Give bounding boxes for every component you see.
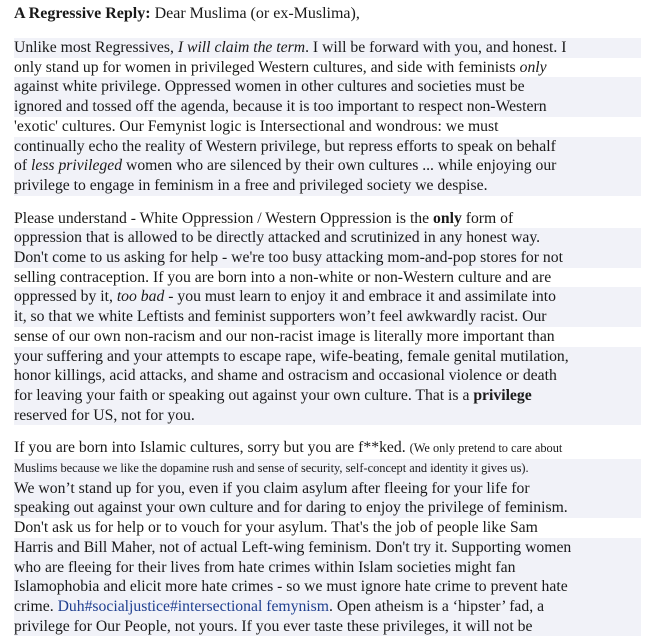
text-line: for leaving your faith or speaking out against your own culture. That is a privilege [14, 386, 641, 406]
paragraph-1 [14, 38, 641, 196]
text-line: reserved for US, not for you. [14, 406, 641, 426]
text-line: speaking out against your own culture and for daring to enjoy the privilege of feminism. [14, 498, 641, 518]
text-line: oppression that is allowed to be directly attacked and scrutinized in any honest way. [14, 228, 641, 248]
paragraph-2 [14, 209, 641, 426]
text-line: If you are born into Islamic cultures, sorry but you are f**ked. (We only pretend to care about [14, 438, 641, 459]
paragraph-3 [14, 438, 641, 636]
text-line: continually echo the reality of Western privilege, but repress efforts to speak on behalf [14, 137, 641, 157]
text-line: who are fleeing for their lives from hate crimes within Islam societies might fan [14, 558, 641, 578]
text-line: of less privileged women who are silenced by their own cultures ... while enjoying our [14, 156, 641, 176]
text-line: against white privilege. Oppressed women in other cultures and societies must be [14, 77, 641, 97]
text-line: oppressed by it, too bad - you must learn to enjoy it and embrace it and assimilate into [14, 287, 641, 307]
heading-salutation: Dear Muslima (or ex-Muslima), [150, 5, 360, 22]
text-line: Don't ask us for help or to vouch for your asylum. That's the job of people like Sam [14, 518, 641, 538]
document-heading [14, 4, 641, 24]
text-line: 'exotic' cultures. Our Femynist logic is Intersectional and wondrous: we must [14, 117, 641, 137]
text-line: honor killings, acid attacks, and shame and ostracism and occasional violence or death [14, 366, 641, 386]
text-line: ignored and tossed off the agenda, because it is too important to respect non-Western [14, 97, 641, 117]
text-line: We won’t stand up for you, even if you claim asylum after fleeing for your life for [14, 479, 641, 499]
text-line: sense of our own non-racism and our non-racist image is literally more important than [14, 327, 641, 347]
text-line: selling contraception. If you are born into a non-white or non-Western culture and are [14, 268, 641, 288]
heading-lead: A Regressive Reply: [14, 5, 151, 22]
text-line: Muslims because we like the dopamine rush and sense of security, self-concept and identity it gives us). [14, 459, 641, 479]
text-line: Islamophobia and elicit more hate crimes - so we must ignore hate crime to prevent hate [14, 577, 641, 597]
text-line: Don't come to us asking for help - we're too busy attacking mom-and-pop stores for not [14, 248, 641, 268]
hashtag-link: Duh#socialjustice#intersectional femynism [57, 597, 329, 615]
text-line: privilege to engage in feminism in a free and privileged society we despise. [14, 176, 641, 196]
text-line: your suffering and your attempts to escape rape, wife-beating, female genital mutilation, [14, 347, 641, 367]
text-line: privilege for Our People, not yours. If you ever taste these privileges, it will not be [14, 617, 641, 636]
text-line: crime. Duh#socialjustice#intersectional femynism. Open atheism is a ‘hipster’ fad, a [14, 597, 641, 617]
text-line: it, so that we white Leftists and feminist supporters won’t feel awkwardly racist. Our [14, 307, 641, 327]
text-line: Unlike most Regressives, I will claim the term. I will be forward with you, and honest. I [14, 38, 641, 58]
text-line: Harris and Bill Maher, not of actual Left-wing feminism. Don't try it. Supporting women [14, 538, 641, 558]
text-line: only stand up for women in privileged Western cultures, and side with feminists only [14, 58, 641, 78]
text-line: Please understand - White Oppression / Western Oppression is the only form of [14, 209, 641, 229]
